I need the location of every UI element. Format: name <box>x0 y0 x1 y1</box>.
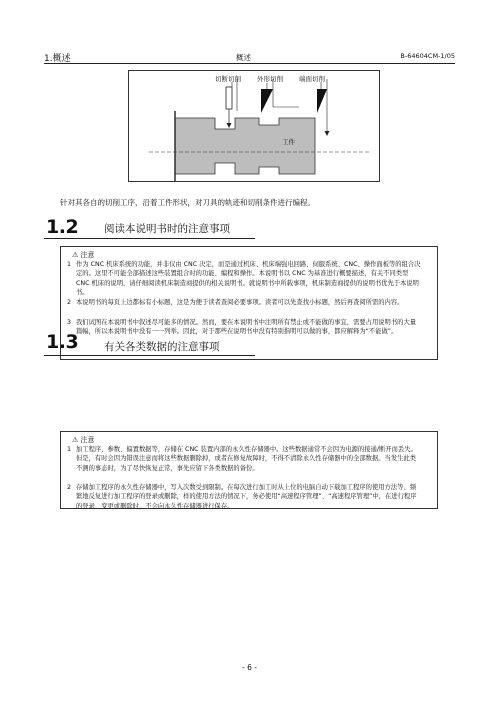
section-rule-1-2 <box>44 238 255 239</box>
list-item: 3 我们试图在本说明书中叙述尽可能多的情况。然而，要在本说明书中注明所有禁止或不能做的事宜，需要占用说明书的大量篇幅，所以本说明书中没有一一列举。因此，对于那些在说明书中没有特别指明可以做的事，都应解释为“不能做”。 <box>67 319 417 336</box>
warning-icon: ⚠ <box>72 251 79 259</box>
caution-label: ⚠ 注意 <box>72 251 95 259</box>
header-rule <box>44 63 455 64</box>
label-outer: 外形切削 <box>257 75 283 83</box>
page-number: - 6 - <box>242 663 257 672</box>
cutoff-arrowhead <box>227 123 232 128</box>
label-workpiece: 工件 <box>282 138 295 146</box>
warning-icon: ⚠ <box>72 436 79 444</box>
figure-caption: 针对其各自的切削工序，沿着工件形状，对刀具的轨迹和切削条件进行编程。 <box>60 198 315 207</box>
section-title-1-2: 阅读本说明书时的注意事项 <box>104 223 230 235</box>
endface-tool <box>317 89 327 113</box>
list-item: 1 作为 CNC 机床系统的功能，并非仅由 CNC 决定，而是通过机床、机床端强电回路、伺服系统、CNC、操作面板等的组合决定的。这里不可能全部描述这些装置组合时的功能、编程和操作。本说明书以 CNC 为基准进行概要描述，有关不同类型 CNC 机床的说明，请仔细阅读机床制造商提供的相关说明书。就说明书中所载事项，机床制造商提供的说明书优先于本说明书。 <box>67 261 421 297</box>
list-item: 2 本说明书的每页上边都标有小标题，这是为便于读者查阅必要事项。读者可以先查找小标题，然后再查阅所需的内容。 <box>67 299 404 306</box>
list-item: 2 存储加工程序的永久性存储器中，写入次数受到限制。在每次进行加工时从上位的电脑自动下载加工程序的使用方法等、频繁地反复进行加工程序的登录或删除，样的使用方法的情况下，务必使用“高速程序管理”、“高速程序管理”中，在进行程序的登录、变更或删除时，不会向永久性存储器进行保存。 <box>67 484 417 510</box>
section-number-1-3: 1.3 <box>46 331 79 353</box>
header-chapter: 1.概述 <box>44 54 71 64</box>
list-item: 1 加工程序、参数、偏置数据等，存储在 CNC 装置内部的永久性存储器中。这些数据通常不会因为电源的接通/断开而丢失。但是，有时会因为错误注意而将这些数据删除掉，或者在修复故障时，不得不清除永久性存储器中的全部数据。当发生此类不测的事态时，为了尽快恢复正常，事先应留下各类数据的备份。 <box>67 446 417 472</box>
endface-arrowhead <box>325 131 330 136</box>
section-number-1-2: 1.2 <box>46 216 79 238</box>
label-end-face: 端面切削 <box>299 75 325 83</box>
section-rule-1-3 <box>44 355 255 356</box>
cutoff-tool <box>226 87 232 109</box>
header-section: 概述 <box>236 53 251 62</box>
label-cut-off: 切断切削 <box>215 75 241 83</box>
section-title-1-3: 有关各类数据的注意事项 <box>104 341 220 353</box>
caution-box-1-3 <box>60 431 438 509</box>
outer-tool <box>261 89 273 113</box>
machining-diagram <box>129 71 379 181</box>
machining-figure <box>128 70 380 182</box>
header-doc-number: B-64604CM-1/05 <box>400 52 455 60</box>
caution-label: ⚠ 注意 <box>72 436 95 444</box>
workpiece-shape <box>175 118 315 174</box>
